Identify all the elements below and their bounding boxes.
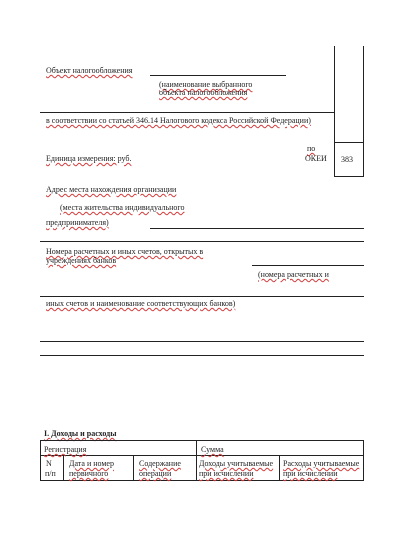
- accounts-label-line2: учреждениях банков: [46, 256, 117, 265]
- table-col-divider-4: [279, 455, 280, 481]
- col-date-line1: Дата и номер: [69, 459, 114, 468]
- address-hint-line2: предпринимателя): [46, 218, 109, 227]
- col-n-line1: N: [46, 459, 52, 468]
- unit-label: Единица измерения: руб.: [46, 154, 132, 163]
- article-reference: в соответствии со статьей 346.14 Налогового кодекса Российской Федерации): [46, 116, 311, 125]
- section-title-text: I. Доходы и расходы: [44, 429, 117, 438]
- okei-box-bottom-border: [334, 176, 363, 177]
- blank-line-2: [40, 355, 364, 356]
- table-col-divider-2: [133, 455, 134, 481]
- object-label: Объект налогообложения: [46, 66, 133, 75]
- table-top-border: [40, 440, 364, 441]
- col-n-line2: п/п: [45, 469, 56, 478]
- table-left-border: [40, 440, 41, 481]
- table-right-border: [363, 440, 364, 481]
- okei-label: ОКЕИ: [305, 154, 327, 163]
- okei-po: по: [307, 144, 316, 153]
- table-header-divider: [40, 455, 364, 456]
- accounts-fill-line: [252, 265, 364, 266]
- header-separator-line: [40, 112, 335, 113]
- okei-box-top-border: [334, 142, 363, 143]
- blank-line-1: [40, 341, 364, 342]
- address-hint-line1: (места жительства индивидуального: [60, 203, 185, 212]
- accounts-hint-right: (номера расчетных и: [258, 270, 329, 279]
- address-fill-line: [150, 228, 364, 229]
- col-income-line1: Доходы учитываемые: [199, 459, 274, 468]
- address-separator-line: [40, 241, 364, 242]
- col-content-line2: операции: [139, 469, 172, 478]
- address-label-text: Адрес места нахождения организации: [46, 185, 177, 194]
- object-hint-line2: объекта налогообложения: [159, 88, 248, 97]
- okei-code: 383: [341, 155, 353, 164]
- col-expense-line2: при исчислении: [283, 469, 338, 478]
- col-date-line2: первичного: [69, 469, 109, 478]
- object-fill-line: [150, 75, 286, 76]
- header-registration: Регистрация: [44, 445, 87, 454]
- okei-box-right-border: [363, 46, 364, 177]
- table-col-divider-3: [196, 440, 197, 481]
- accounts-label-line1: Номера расчетных и иных счетов, открытых в: [46, 247, 204, 256]
- col-content-line1: Содержание: [139, 459, 181, 468]
- accounts-hint-continued: иных счетов и наименование соответствующих банков): [46, 299, 236, 308]
- col-expense-line1: Расходы учитываемые: [283, 459, 360, 468]
- col-income-line2: при исчислении: [199, 469, 254, 478]
- address-label: [46, 185, 176, 195]
- table-bottom-border: [40, 480, 364, 481]
- accounts-separator-line: [40, 296, 364, 297]
- table-col-divider-1: [63, 455, 64, 481]
- header-sum: Сумма: [201, 445, 224, 454]
- section-title: [44, 429, 116, 439]
- object-hint-line1: (наименование выбранного: [159, 80, 253, 89]
